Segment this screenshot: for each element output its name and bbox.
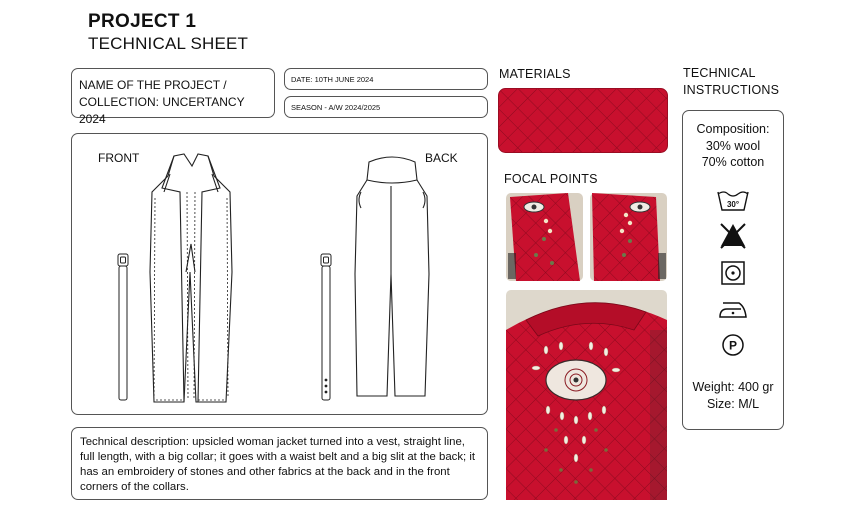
project-name-line1: NAME OF THE PROJECT / xyxy=(79,78,227,92)
materials-fabric-swatch xyxy=(498,88,668,153)
project-name-box xyxy=(71,68,275,126)
technical-instructions-box xyxy=(682,110,784,430)
season-text: SEASON - A/W 2024/2025 xyxy=(291,103,381,112)
dry-clean-p-icon xyxy=(721,333,745,357)
technical-drawing-box xyxy=(71,133,488,415)
back-belt-drawing xyxy=(318,252,334,404)
focal-points-heading: FOCAL POINTS xyxy=(504,172,598,186)
weight-text: Weight: 400 gr xyxy=(692,380,774,394)
composition-cotton: 70% cotton xyxy=(701,155,765,169)
composition-block xyxy=(683,121,783,171)
technical-description-text: Technical description: upsicled woman jacket turned into a vest, straight line, full length, with a big collar; it goes with a waist belt and a big slit at the back; it has an embroidery of stones and other fabrics at the back and in the front corners of the collars. xyxy=(80,436,476,493)
wash-temp-text: 30° xyxy=(726,200,740,209)
front-label: FRONT xyxy=(98,151,140,165)
technical-description-box xyxy=(71,427,488,500)
wash-30-icon xyxy=(716,188,750,212)
iron-icon xyxy=(717,297,749,321)
back-label: BACK xyxy=(425,151,458,165)
focal-photo-front-right xyxy=(590,193,667,281)
materials-heading: MATERIALS xyxy=(499,67,571,81)
back-vest-drawing xyxy=(347,154,437,404)
no-bleach-icon xyxy=(718,221,748,249)
page-subtitle: TECHNICAL SHEET xyxy=(88,34,249,53)
composition-wool: 30% wool xyxy=(705,138,761,153)
technical-instructions-heading xyxy=(683,65,779,99)
date-box xyxy=(284,68,488,90)
page-title: PROJECT 1 xyxy=(88,11,197,32)
date-text: DATE: 10TH JUNE 2024 xyxy=(291,75,374,84)
weight-size-block xyxy=(683,379,783,412)
project-name-line2: COLLECTION: UNCERTANCY 2024 xyxy=(79,95,245,126)
front-belt-drawing xyxy=(115,252,131,404)
instructions-heading-line2: INSTRUCTIONS xyxy=(683,83,780,97)
size-text: Size: M/L xyxy=(706,396,760,411)
focal-photo-front-left xyxy=(506,193,583,281)
composition-label: Composition: xyxy=(696,122,770,136)
tumble-dry-icon xyxy=(720,260,746,286)
front-vest-drawing xyxy=(140,152,250,406)
instructions-heading-line1: TECHNICAL xyxy=(683,66,756,80)
season-box xyxy=(284,96,488,118)
dry-clean-letter: P xyxy=(728,338,738,353)
focal-photo-back-embroidery xyxy=(506,290,667,500)
